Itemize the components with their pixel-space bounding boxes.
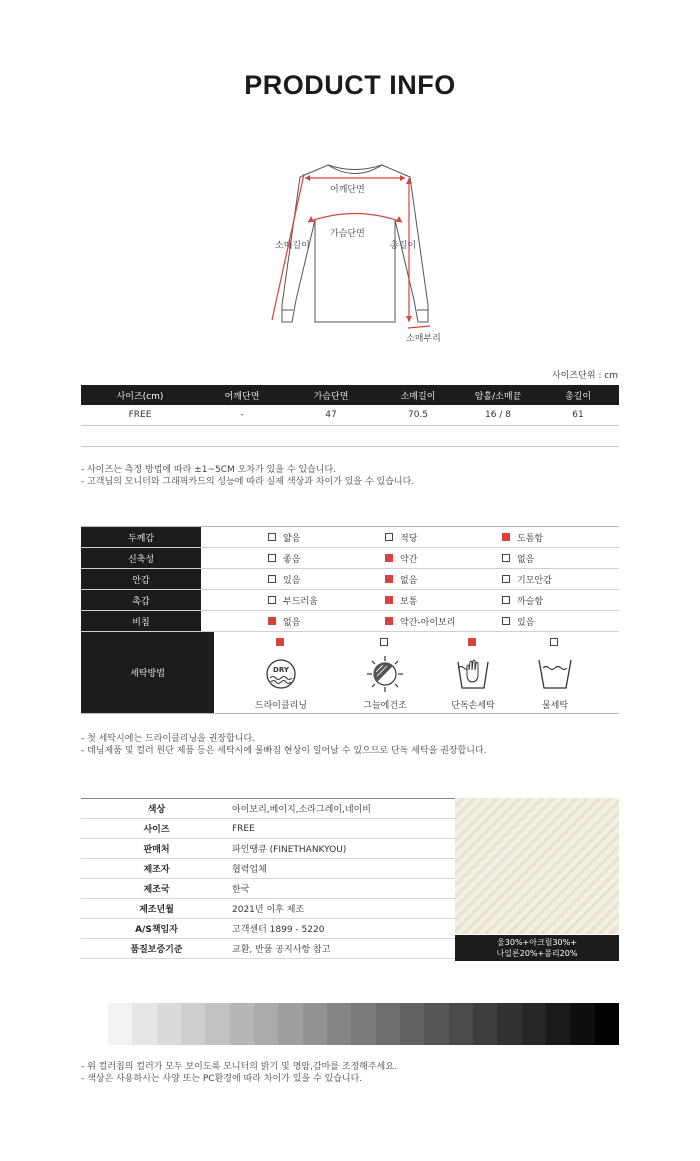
gray-chip (424, 1003, 448, 1045)
size-notes (81, 464, 414, 488)
feel-option: 없음 (268, 615, 385, 628)
feel-label: 두께감 (81, 527, 201, 547)
gray-chip (351, 1003, 375, 1045)
gray-chip (595, 1003, 619, 1045)
feel-row-elasticity (81, 547, 619, 568)
gray-chip (473, 1003, 497, 1045)
spec-key: 판매처 (143, 845, 170, 855)
spec-value: 고객센터 1899 - 5220 (232, 925, 325, 935)
spec-key: A/S책임자 (135, 925, 178, 935)
gray-chip (400, 1003, 424, 1045)
gray-chip (497, 1003, 521, 1045)
size-note: - 사이즈는 측정 방법에 따라 ±1~5CM 오차가 있을 수 있습니다. (81, 465, 337, 475)
wash-label: 물세탁 (541, 701, 569, 711)
wash-label: 그늘에건조 (363, 701, 407, 711)
checkbox-checked-icon (276, 638, 284, 646)
size-header-cell: 암홀/소매끝 (459, 385, 537, 405)
feel-option: 얇음 (268, 531, 385, 544)
size-unit: 사이즈단위 : cm (552, 371, 618, 381)
checkbox-checked-icon (385, 575, 393, 583)
checkbox-icon (502, 575, 510, 583)
size-header-cell: 어깨단면 (199, 385, 285, 405)
spec-key: 제조국 (143, 885, 170, 895)
cuff-label: 소매부리 (406, 334, 441, 344)
feel-row-touch (81, 589, 619, 610)
size-cell: 16 / 8 (459, 405, 537, 425)
feel-option: 적당 (385, 531, 502, 544)
feel-option: 부드러움 (268, 594, 385, 607)
spec-value: 협력업체 (232, 865, 267, 875)
gray-chip (181, 1003, 205, 1045)
checkbox-checked-icon (268, 617, 276, 625)
page-title: PRODUCT INFO (244, 70, 456, 100)
feel-option: 까슬함 (502, 594, 619, 607)
checkbox-icon (268, 554, 276, 562)
size-cell: - (199, 405, 285, 425)
feel-row-thickness (81, 526, 619, 547)
material-line: 나일론20%+폴리20% (496, 949, 578, 958)
gray-chip (327, 1003, 351, 1045)
spec-row (81, 919, 455, 939)
material-composition (455, 935, 619, 961)
table-row-empty (81, 425, 619, 446)
size-cell: 47 (285, 405, 377, 425)
checkbox-icon (502, 554, 510, 562)
gray-chip (132, 1003, 156, 1045)
shade-dry-icon (365, 654, 405, 694)
feel-label: 신축성 (81, 548, 201, 568)
spec-key: 품질보증기준 (130, 945, 183, 955)
hand-wash-icon (453, 654, 493, 694)
size-table (81, 385, 619, 447)
fabric-feel-table (81, 526, 619, 714)
gray-chip (230, 1003, 254, 1045)
table-row (81, 405, 619, 425)
size-header-cell: 사이즈(cm) (81, 385, 199, 405)
feel-option: 있음 (502, 615, 619, 628)
spec-key: 색상 (147, 805, 166, 815)
gray-chip (157, 1003, 181, 1045)
water-wash-icon (535, 654, 575, 694)
feel-option: 없음 (385, 573, 502, 586)
gray-chip (449, 1003, 473, 1045)
feel-option: 좋음 (268, 552, 385, 565)
spec-value: 교환, 반품 공지사항 참고 (232, 945, 331, 955)
feel-label: 촉감 (81, 590, 201, 610)
wash-item-hand-wash (428, 632, 518, 715)
wash-row (81, 631, 619, 714)
shoulder-label: 어깨단면 (330, 185, 365, 195)
checkbox-checked-icon (385, 554, 393, 562)
chest-label: 가슴단면 (330, 229, 365, 239)
feel-option: 보통 (385, 594, 502, 607)
size-cell: 70.5 (377, 405, 459, 425)
feel-option: 약간 (385, 552, 502, 565)
wash-label: 단독손세탁 (451, 701, 495, 711)
size-header-cell: 가슴단면 (285, 385, 377, 405)
spec-value: 2021년 이후 제조 (232, 905, 305, 915)
gray-scale-strip (108, 1003, 619, 1045)
gray-chip (570, 1003, 594, 1045)
gray-chip (546, 1003, 570, 1045)
material-line: 울30%+아크릴30%+ (497, 938, 577, 947)
sleeve-length-label: 소매길이 (275, 241, 310, 251)
total-length-label: 총길이 (390, 241, 417, 251)
feel-option: 있음 (268, 573, 385, 586)
monitor-note: - 색상은 사용하시는 사양 또는 PC환경에 따라 차이가 있을 수 있습니다. (81, 1074, 363, 1084)
gray-chip (376, 1003, 400, 1045)
checkbox-icon (550, 638, 558, 646)
checkbox-checked-icon (385, 617, 393, 625)
checkbox-icon (268, 596, 276, 604)
feel-row-sheerness (81, 610, 619, 631)
checkbox-icon (268, 575, 276, 583)
gray-chip (522, 1003, 546, 1045)
size-header-cell: 총길이 (537, 385, 619, 405)
gray-chip (254, 1003, 278, 1045)
spec-row (81, 879, 455, 899)
measurement-diagram (260, 150, 450, 350)
checkbox-icon (268, 533, 276, 541)
dry-clean-icon (261, 654, 301, 694)
spec-row (81, 859, 455, 879)
feel-label: 세탁방법 (81, 632, 214, 713)
wash-note: - 데님제품 및 컬러 원단 제품 등은 세탁시에 물빠짐 현상이 일어날 수 있으므로 단독 세탁을 권장합니다. (81, 746, 487, 756)
spec-value: 한국 (232, 885, 250, 895)
size-table-header (81, 385, 619, 405)
gray-chip (108, 1003, 132, 1045)
spec-row (81, 839, 455, 859)
product-spec (81, 796, 619, 961)
checkbox-checked-icon (385, 596, 393, 604)
checkbox-icon (502, 596, 510, 604)
feel-label: 비침 (81, 611, 201, 631)
spec-value: 파인땡큐 (FINETHANKYOU) (232, 845, 347, 855)
spec-row (81, 819, 455, 839)
checkbox-icon (502, 617, 510, 625)
spec-value: FREE (232, 823, 255, 834)
gray-chip (205, 1003, 229, 1045)
feel-row-lining (81, 568, 619, 589)
size-cell: 61 (537, 405, 619, 425)
wash-label: 드라이클리닝 (254, 701, 308, 711)
checkbox-icon (380, 638, 388, 646)
size-header-cell: 소매길이 (377, 385, 459, 405)
spec-key: 제조년월 (139, 905, 174, 915)
wash-item-water-wash (510, 632, 600, 715)
spec-row (81, 799, 455, 819)
spec-key: 사이즈 (143, 825, 170, 835)
checkbox-checked-icon (468, 638, 476, 646)
feel-option: 약간-아이보리 (385, 615, 502, 628)
spec-row (81, 939, 455, 959)
wash-item-dry-clean (236, 632, 326, 715)
monitor-notes (81, 1061, 397, 1085)
spec-value: 아이보리,베이지,소라그레이,네이비 (232, 805, 371, 815)
feel-label: 안감 (81, 569, 201, 589)
checkbox-icon (385, 533, 393, 541)
feel-option: 기모안감 (502, 573, 619, 586)
feel-option: 없음 (502, 552, 619, 565)
checkbox-checked-icon (502, 533, 510, 541)
wash-note: - 첫 세탁시에는 드라이클리닝을 권장합니다. (81, 734, 256, 744)
spec-row (81, 899, 455, 919)
gray-chip (303, 1003, 327, 1045)
size-note: - 고객님의 모니터와 그래픽카드의 성능에 따라 실제 색상과 차이가 있을 수 있습니다. (81, 477, 415, 487)
svg-text:DRY: DRY (273, 666, 289, 674)
wash-item-shade-dry (340, 632, 430, 715)
spec-key: 제조자 (143, 865, 170, 875)
wash-notes (81, 733, 486, 757)
gray-chip (278, 1003, 302, 1045)
feel-option: 도톰함 (502, 531, 619, 544)
monitor-note: - 위 컬러칩의 컬러가 모두 보이도록 모니터의 밝기 및 명암,감마를 조정해주세요. (81, 1062, 397, 1072)
fabric-swatch-image (455, 798, 619, 934)
size-cell: FREE (81, 405, 199, 425)
